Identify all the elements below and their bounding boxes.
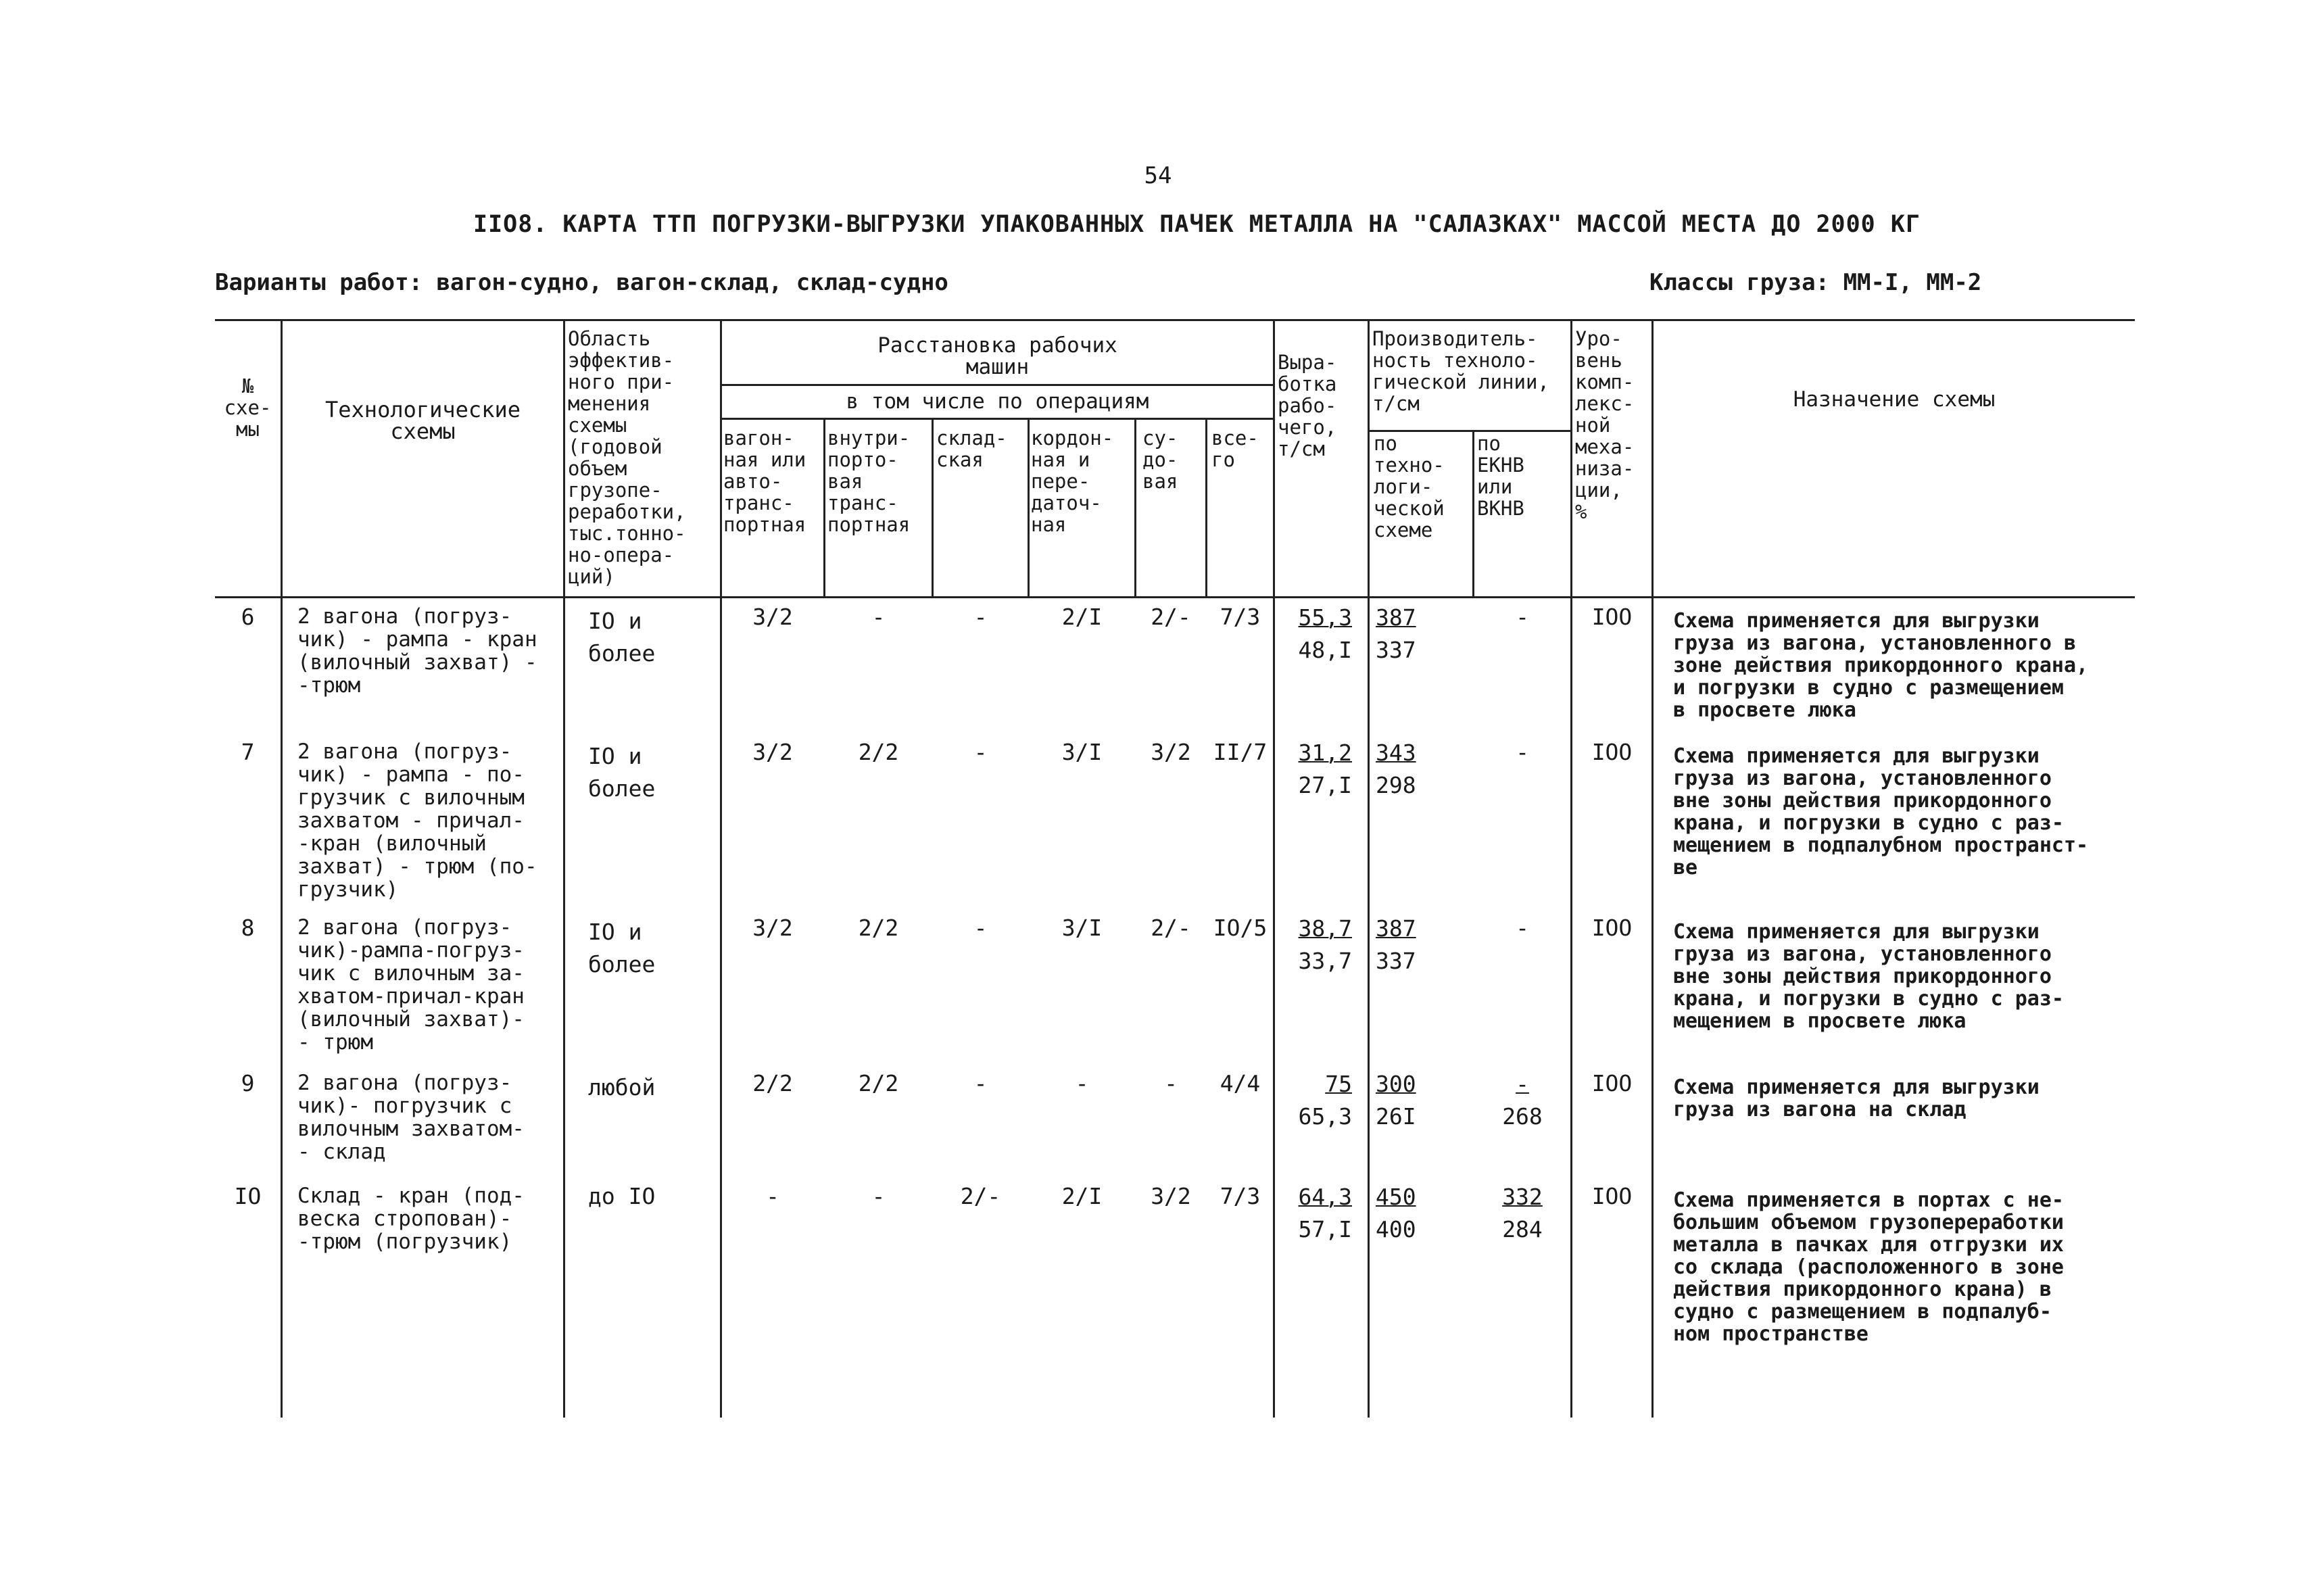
tech-scheme: 2 вагона (погруз- чик)- погрузчик с вилочным захватом- - склад — [297, 1071, 525, 1164]
cordon-value: 3/I — [1061, 739, 1103, 765]
ekhv-denominator: 268 — [1502, 1103, 1543, 1130]
tech-scheme: Склад - кран (под- веска стропован)- -трюм (погрузчик) — [297, 1184, 525, 1254]
productivity-numerator: 300 — [1376, 1071, 1416, 1097]
productivity-numerator: 343 — [1376, 740, 1416, 766]
tech-productivity — [1376, 913, 1440, 977]
ship-value: 2/- — [1151, 604, 1191, 630]
row-number: 6 — [241, 604, 255, 630]
header-scheme-number: № схе- мы — [224, 374, 272, 441]
internal-value: - — [871, 604, 886, 630]
output-numerator: 64,3 — [1298, 1184, 1352, 1210]
warehouse-value: 2/- — [960, 1183, 1001, 1209]
ekhv-productivity: - — [1516, 739, 1529, 765]
application-area: IO и более — [588, 743, 656, 802]
header-machine-placement: Расстановка рабочих машин — [877, 333, 1117, 379]
ekhv-denominator: 284 — [1502, 1216, 1543, 1242]
row-number: 8 — [241, 915, 255, 941]
worker-output — [1278, 602, 1352, 667]
wagon-value: 2/2 — [752, 1070, 793, 1096]
warehouse-value: - — [973, 1070, 988, 1096]
internal-value: 2/2 — [858, 915, 899, 941]
internal-value: 2/2 — [858, 1070, 899, 1096]
header-line-productivity: Производитель- ность техноло- гической линии, т/см — [1372, 327, 1549, 415]
productivity-numerator: 450 — [1376, 1184, 1416, 1210]
row-number: IO — [234, 1183, 262, 1209]
document-title: IIO8. КАРТА ТТП ПОГРУЗКИ-ВЫГРУЗКИ УПАКОВАННЫХ ПАЧЕК МЕТАЛЛА НА "САЛАЗКАХ" МАССОЙ МЕСТА ДО 2000 КГ — [473, 211, 1921, 238]
internal-value: - — [871, 1183, 886, 1209]
tech-scheme: 2 вагона (погруз- чик) - рампа - кран (вилочный захват) - -трюм — [297, 604, 537, 698]
output-numerator: 31,2 — [1298, 740, 1352, 766]
total-value: IO/5 — [1213, 915, 1268, 941]
header-internal-transport: внутри- порто- вая транс- портная — [827, 427, 911, 536]
header-application-area: Область эффектив- ного при- менения схемы (годовой объем грузопе- реработки, тыс.тонно- но-опера- ций) — [568, 327, 686, 588]
header-by-tech-scheme: по техно- логи- ческой схеме — [1374, 432, 1445, 541]
tech-productivity — [1376, 1181, 1440, 1246]
worker-output — [1278, 1181, 1352, 1246]
worker-output — [1278, 737, 1352, 802]
output-denominator: 27,I — [1298, 772, 1352, 798]
application-area: IO и более — [588, 919, 656, 977]
cargo-classes: Классы груза: ММ-I, ММ-2 — [1649, 269, 1982, 296]
scheme-purpose: Схема применяется для выгрузки груза из вагона, установленного вне зоны действия прикордонного крана, и погрузки в судно с раз- мещением в подпалубном пространст- ве — [1673, 744, 2089, 879]
warehouse-value: - — [973, 739, 988, 765]
cordon-value: 3/I — [1061, 915, 1103, 941]
header-warehouse: склад- ская — [936, 427, 1007, 471]
row-number: 9 — [241, 1070, 255, 1096]
work-variants: Варианты работ: вагон-судно, вагон-склад, склад-судно — [215, 269, 948, 296]
cordon-value: - — [1075, 1070, 1089, 1096]
application-area: до IO — [588, 1183, 656, 1209]
wagon-value: 3/2 — [752, 915, 793, 941]
page-number: 54 — [1144, 162, 1172, 189]
header-scheme-purpose: Назначение схемы — [1793, 387, 1996, 412]
total-value: II/7 — [1213, 739, 1268, 765]
ekhv-numerator: 332 — [1502, 1184, 1543, 1210]
output-denominator: 57,I — [1298, 1216, 1352, 1242]
header-tech-schemes: Технологические схемы — [325, 397, 521, 444]
ekhv-productivity: - — [1516, 915, 1529, 941]
row-number: 7 — [241, 739, 255, 765]
internal-value: 2/2 — [858, 739, 899, 765]
wagon-value: 3/2 — [752, 604, 793, 630]
output-numerator: 38,7 — [1298, 915, 1352, 942]
ship-value: 2/- — [1151, 915, 1191, 941]
productivity-denominator: 337 — [1376, 637, 1416, 663]
warehouse-value: - — [973, 604, 988, 630]
wagon-value: - — [766, 1183, 779, 1209]
worker-output — [1278, 913, 1352, 977]
header-worker-output: Выра- ботка рабо- чего, т/см — [1278, 351, 1337, 460]
header-by-ekhv: по ЕКНВ или ВКНВ — [1477, 432, 1524, 520]
output-denominator: 33,7 — [1298, 948, 1352, 974]
mechanization-level: IOO — [1591, 739, 1633, 765]
productivity-numerator: 387 — [1376, 604, 1416, 631]
tech-productivity — [1376, 1068, 1440, 1133]
ekhv-productivity — [1474, 1181, 1570, 1246]
output-denominator: 48,I — [1298, 637, 1352, 663]
header-wagon-transport: вагон- ная или авто- транс- портная — [723, 427, 806, 536]
application-area: любой — [588, 1074, 656, 1101]
productivity-denominator: 298 — [1376, 772, 1416, 798]
header-ship: су- до- вая — [1142, 427, 1178, 493]
scheme-purpose: Схема применяется для выгрузки груза из вагона, установленного вне зоны действия прикордонного крана, и погрузки в судно с раз- мещением в просвете люка — [1673, 920, 2064, 1033]
tech-productivity — [1376, 737, 1440, 802]
application-area: IO и более — [588, 608, 656, 667]
output-denominator: 65,3 — [1298, 1103, 1352, 1130]
ship-value: - — [1164, 1070, 1178, 1096]
header-by-operations: в том числе по операциям — [846, 389, 1149, 414]
scheme-purpose: Схема применяется для выгрузки груза из вагона на склад — [1673, 1075, 2040, 1121]
scheme-purpose: Схема применяется для выгрузки груза из вагона, установленного в зоне действия прикордонного крана, и погрузки в судно с размещением в просвете люка — [1673, 609, 2089, 722]
mechanization-level: IOO — [1591, 915, 1633, 941]
ekhv-numerator: - — [1516, 1071, 1529, 1097]
cordon-value: 2/I — [1061, 1183, 1103, 1209]
mechanization-level: IOO — [1591, 1183, 1633, 1209]
wagon-value: 3/2 — [752, 739, 793, 765]
ship-value: 3/2 — [1151, 739, 1191, 765]
mechanization-level: IOO — [1591, 1070, 1633, 1096]
header-total: все- го — [1211, 427, 1259, 471]
ekhv-productivity — [1474, 1068, 1570, 1133]
total-value: 4/4 — [1220, 1070, 1261, 1096]
warehouse-value: - — [973, 915, 988, 941]
productivity-denominator: 337 — [1376, 948, 1416, 974]
ship-value: 3/2 — [1151, 1183, 1191, 1209]
output-numerator: 55,3 — [1298, 604, 1352, 631]
scheme-purpose: Схема применяется в портах с не- большим объемом грузопереработки металла в пачках для отгрузки их со склада (расположенного в зоне действия прикордонного крана) в судно с размещением в подпалуб- ном пространстве — [1673, 1188, 2064, 1346]
productivity-denominator: 26I — [1376, 1103, 1416, 1130]
ekhv-productivity: - — [1516, 604, 1529, 630]
output-numerator: 75 — [1325, 1071, 1352, 1097]
productivity-denominator: 400 — [1376, 1216, 1416, 1242]
cordon-value: 2/I — [1061, 604, 1103, 630]
tech-productivity — [1376, 602, 1440, 667]
total-value: 7/3 — [1220, 1183, 1261, 1209]
header-cordon: кордон- ная и пере- даточ- ная — [1031, 427, 1114, 536]
tech-scheme: 2 вагона (погруз- чик)-рампа-погруз- чик с вилочным за- хватом-причал-кран (вилочный захват)- - трюм — [297, 915, 525, 1055]
worker-output — [1278, 1068, 1352, 1133]
productivity-numerator: 387 — [1376, 915, 1416, 942]
mechanization-level: IOO — [1591, 604, 1633, 630]
header-mechanization-level: Уро- вень комп- лекс- ной меха- низа- ции, % — [1575, 327, 1635, 523]
tech-scheme: 2 вагона (погруз- чик) - рампа - по- грузчик с вилочным захватом - причал- -кран (вилочный захват) - трюм (по- грузчик) — [297, 740, 537, 902]
total-value: 7/3 — [1220, 604, 1261, 630]
